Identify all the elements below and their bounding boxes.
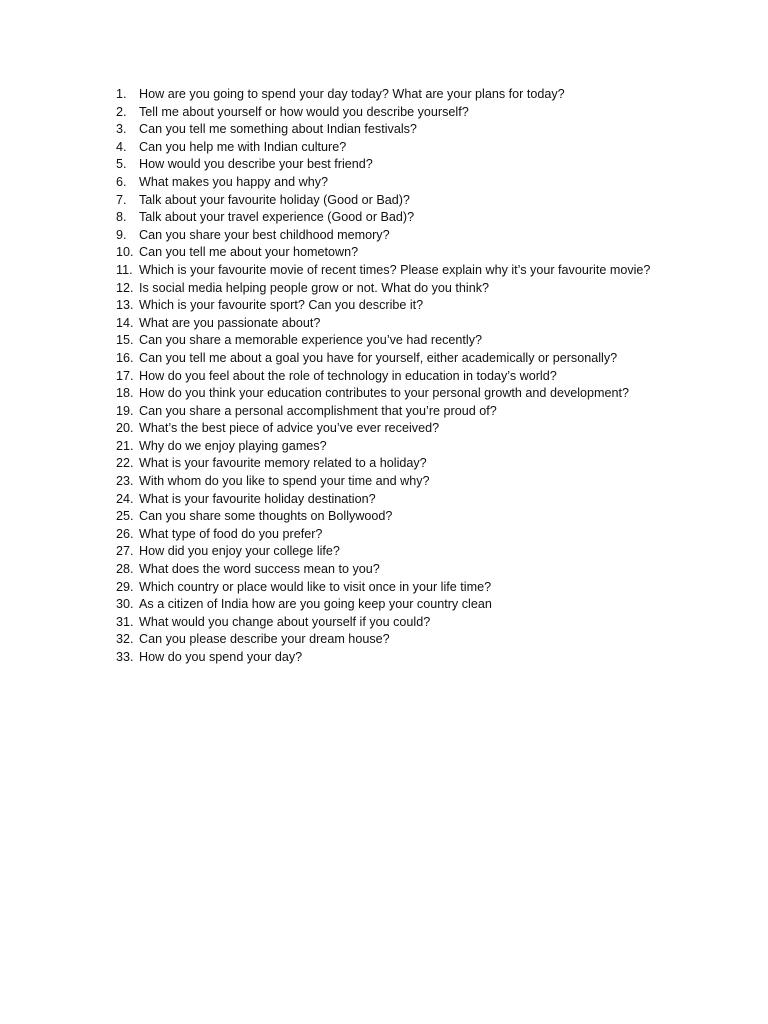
list-number: 32. (116, 632, 134, 647)
list-item (104, 368, 704, 386)
list-number: 24. (116, 491, 134, 506)
list-item (104, 227, 704, 245)
list-item (104, 192, 704, 210)
list-number: 19. (116, 403, 134, 418)
question-text: Which is your favourite movie of recent times? Please explain why it’s your favourite movie? (139, 262, 651, 277)
question-text: What is your favourite memory related to a holiday? (139, 456, 427, 471)
question-text: Can you tell me about your hometown? (139, 245, 359, 260)
list-number: 4. (116, 139, 127, 154)
question-text: How do you spend your day? (139, 650, 303, 664)
list-item (104, 561, 704, 579)
list-item (104, 121, 704, 139)
list-item (104, 280, 704, 298)
question-text: How are you going to spend your day today? What are your plans for today? (139, 87, 565, 101)
question-text: How would you describe your best friend? (139, 157, 373, 172)
list-item (104, 156, 704, 174)
list-item (104, 403, 704, 421)
list-number: 31. (116, 614, 134, 629)
list-item (104, 297, 704, 315)
list-number: 29. (116, 579, 134, 594)
question-text: Talk about your travel experience (Good or Bad)? (139, 210, 415, 225)
list-number: 6. (116, 174, 127, 189)
question-text: Can you please describe your dream house? (139, 632, 390, 647)
question-text: Is social media helping people grow or not. What do you think? (139, 280, 490, 295)
list-item (104, 332, 704, 350)
list-number: 28. (116, 562, 134, 577)
question-text: Which is your favourite sport? Can you describe it? (139, 298, 424, 313)
question-text: How do you think your education contributes to your personal growth and development? (139, 386, 630, 401)
question-text: How did you enjoy your college life? (139, 544, 340, 559)
list-item (104, 596, 704, 614)
list-item (104, 86, 704, 104)
list-number: 10. (116, 245, 134, 260)
list-item (104, 174, 704, 192)
list-number: 1. (116, 87, 127, 101)
question-text: What type of food do you prefer? (139, 526, 323, 541)
question-text: What is your favourite holiday destination? (139, 491, 376, 506)
list-item (104, 508, 704, 526)
question-text: Talk about your favourite holiday (Good or Bad)? (139, 192, 410, 207)
question-list (104, 86, 704, 667)
list-number: 33. (116, 650, 134, 664)
question-text: What does the word success mean to you? (139, 562, 380, 577)
list-number: 23. (116, 474, 134, 489)
list-number: 30. (116, 597, 134, 612)
question-text: With whom do you like to spend your time and why? (139, 474, 430, 489)
question-text: Which country or place would like to visit once in your life time? (139, 579, 492, 594)
list-item (104, 473, 704, 491)
question-text: Can you tell me about a goal you have for yourself, either academically or personally? (139, 350, 618, 365)
list-number: 25. (116, 509, 134, 524)
list-number: 20. (116, 421, 134, 436)
question-text: Can you tell me something about Indian festivals? (139, 122, 417, 137)
list-number: 12. (116, 280, 134, 295)
list-item (104, 526, 704, 544)
list-item (104, 649, 704, 667)
list-number: 18. (116, 386, 134, 401)
list-number: 5. (116, 157, 127, 172)
list-item (104, 209, 704, 227)
question-text: What are you passionate about? (139, 315, 321, 330)
question-text: Why do we enjoy playing games? (139, 438, 327, 453)
list-item (104, 420, 704, 438)
list-number: 22. (116, 456, 134, 471)
list-item (104, 350, 704, 368)
list-number: 26. (116, 526, 134, 541)
question-text: Can you share a memorable experience you’ve had recently? (139, 333, 483, 348)
list-item (104, 455, 704, 473)
list-item (104, 631, 704, 649)
list-number: 17. (116, 368, 134, 383)
list-number: 21. (116, 438, 134, 453)
list-item (104, 579, 704, 597)
question-text: Can you help me with Indian culture? (139, 139, 347, 154)
question-text: Can you share a personal accomplishment that you’re proud of? (139, 403, 497, 418)
list-number: 3. (116, 122, 127, 137)
list-item (104, 385, 704, 403)
question-text: Tell me about yourself or how would you describe yourself? (139, 104, 469, 119)
question-text: What’s the best piece of advice you’ve ever received? (139, 421, 440, 436)
list-number: 7. (116, 192, 127, 207)
list-item (104, 543, 704, 561)
list-number: 2. (116, 104, 127, 119)
list-item (104, 104, 704, 122)
list-item (104, 491, 704, 509)
list-number: 9. (116, 227, 127, 242)
list-number: 8. (116, 210, 127, 225)
list-number: 16. (116, 350, 134, 365)
list-item (104, 262, 704, 280)
list-number: 13. (116, 298, 134, 313)
question-text: What would you change about yourself if you could? (139, 614, 431, 629)
question-text: How do you feel about the role of technology in education in today’s world? (139, 368, 557, 383)
list-number: 11. (116, 262, 133, 277)
question-text: Can you share your best childhood memory? (139, 227, 390, 242)
list-item (104, 438, 704, 456)
list-number: 15. (116, 333, 134, 348)
list-item (104, 315, 704, 333)
question-text: As a citizen of India how are you going keep your country clean (139, 597, 492, 612)
list-number: 14. (116, 315, 134, 330)
list-number: 27. (116, 544, 134, 559)
list-item (104, 244, 704, 262)
list-item (104, 614, 704, 632)
list-item (104, 139, 704, 157)
question-text: What makes you happy and why? (139, 174, 329, 189)
question-text: Can you share some thoughts on Bollywood? (139, 509, 393, 524)
